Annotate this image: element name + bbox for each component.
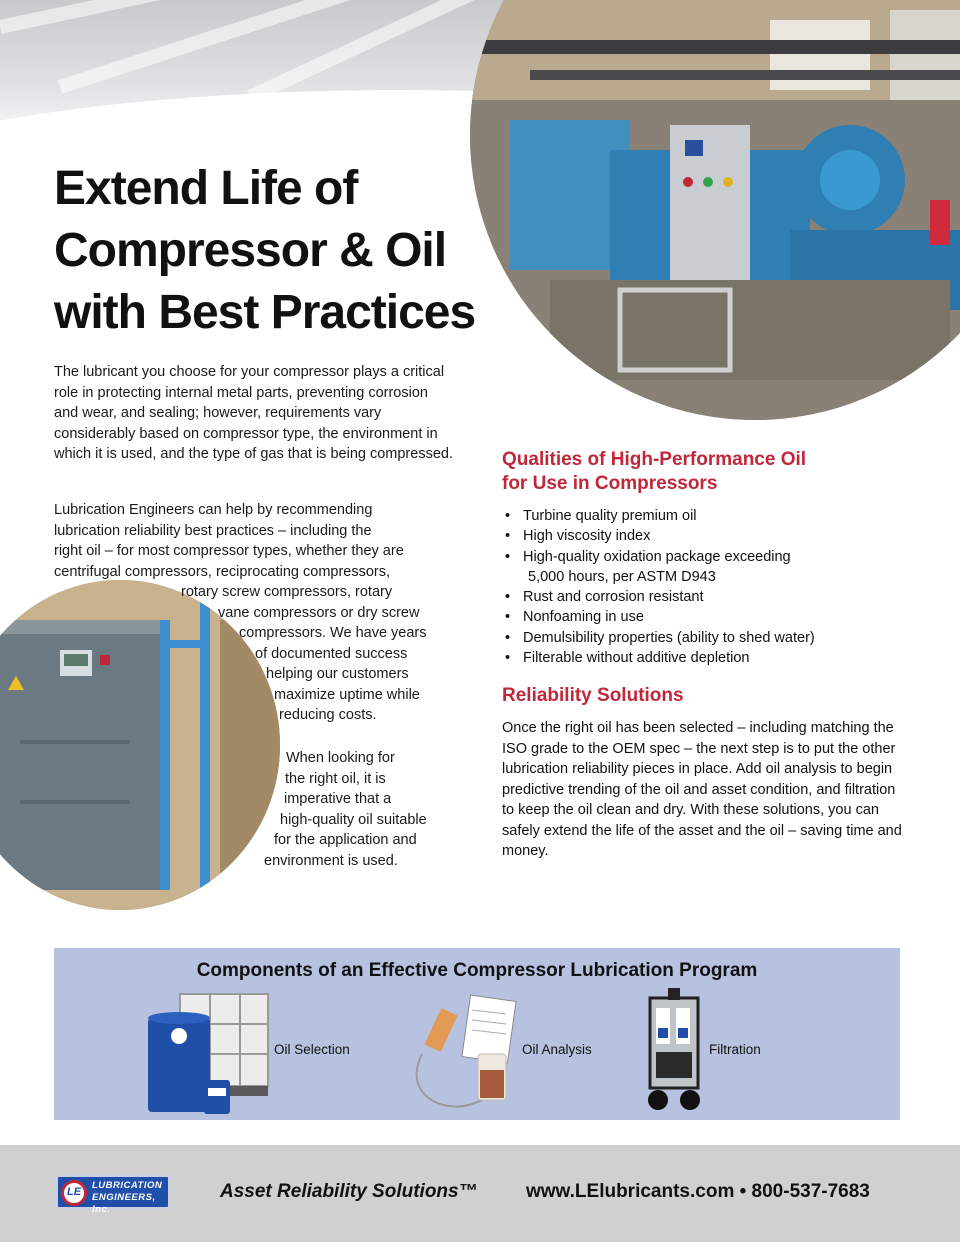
- right-column: [502, 448, 902, 862]
- list-item-text: Demulsibility properties (ability to shed water): [523, 629, 815, 646]
- list-item: [502, 587, 902, 607]
- tagline: Asset Reliability Solutions™: [220, 1181, 478, 1202]
- paragraph-line: for the application and: [274, 832, 417, 848]
- title-line: Compressor & Oil: [54, 224, 447, 277]
- paragraph-line: right oil – for most compressor types, whether they are: [54, 543, 404, 559]
- oil-analysis-kit-icon: [402, 994, 522, 1114]
- filtration-label: Filtration: [709, 1042, 761, 1057]
- list-item: [502, 526, 902, 546]
- heading-line: for Use in Compressors: [502, 473, 718, 494]
- recommendation-paragraph: [0, 500, 470, 726]
- filtration-cart-icon: [644, 988, 704, 1118]
- title-line: Extend Life of: [54, 162, 358, 215]
- logo-mark-icon: [61, 1180, 87, 1206]
- list-item: [502, 607, 902, 627]
- paragraph-line: Lubrication Engineers can help by recommending: [54, 502, 373, 518]
- footer: [0, 1145, 960, 1242]
- list-item-text: Turbine quality premium oil: [523, 508, 697, 524]
- heading-line: Qualities of High-Performance Oil: [502, 449, 807, 470]
- title-line: with Best Practices: [54, 286, 476, 339]
- paragraph-line: helping our customers: [266, 666, 409, 682]
- reliability-heading: Reliability Solutions: [502, 685, 684, 707]
- paragraph-line: reducing costs.: [279, 707, 377, 723]
- paragraph-line: vane compressors or dry screw: [218, 604, 420, 621]
- oil-selection-label: Oil Selection: [274, 1042, 350, 1057]
- paragraph-line: the right oil, it is: [285, 770, 386, 787]
- list-item-text: Filterable without additive depletion: [523, 650, 750, 667]
- list-item: [502, 648, 902, 668]
- list-item: [502, 506, 902, 526]
- paragraph-line: imperative that a: [284, 791, 392, 807]
- paragraph-line: high-quality oil suitable: [280, 811, 427, 828]
- list-item-text: High viscosity index: [523, 528, 651, 545]
- list-item-continuation: 5,000 hours, per ASTM D943: [528, 568, 716, 585]
- paragraph-line: maximize uptime while: [274, 686, 420, 703]
- list-item: [502, 628, 902, 648]
- list-item-text: Nonfoaming in use: [523, 609, 644, 626]
- selection-paragraph: [0, 748, 470, 871]
- paragraph-line: environment is used.: [264, 852, 398, 869]
- components-heading: Components of an Effective Compressor Lubrication Program: [196, 960, 758, 981]
- intro-paragraph: The lubricant you choose for your compressor plays a critical role in protecting internal metal parts, preventing corrosion and wear, and sealing; however, requirements vary considerably based on compressor type, the environment in which it is used, and the type of gas that is being compressed.: [54, 364, 453, 462]
- contact-info[interactable]: www.LElubricants.com • 800-537-7683: [526, 1181, 870, 1202]
- list-item: [502, 547, 902, 588]
- oil-analysis-label: Oil Analysis: [522, 1042, 592, 1057]
- logo-text: [92, 1180, 168, 1216]
- list-item-text: High-quality oxidation package exceeding: [523, 548, 791, 565]
- paragraph-line: When looking for: [286, 750, 395, 766]
- qualities-heading: [502, 448, 902, 496]
- paragraph-line: of documented success: [255, 645, 408, 662]
- paragraph-line: centrifugal compressors, reciprocating compressors,: [54, 563, 391, 580]
- qualities-list: [502, 506, 902, 668]
- reliability-paragraph: Once the right oil has been selected – including matching the ISO grade to the OEM spec – the next step is to put the other lubrication reliability pieces in place. Add oil analysis to begin predictive trending of the oil and asset condition, and filtration to keep the oil clean and dry. With these solutions, you can safely extend the life of the asset and the oil – saving time and money.: [502, 720, 902, 860]
- logo-line: ENGINEERS, Inc.: [92, 1192, 156, 1215]
- components-panel: [54, 948, 900, 1120]
- logo-line: LUBRICATION: [92, 1180, 163, 1191]
- paragraph-line: compressors. We have years: [239, 625, 427, 641]
- oil-drums-icon: [144, 990, 274, 1116]
- paragraph-line: lubrication reliability best practices – including the: [54, 522, 372, 539]
- logo-mark-text: LE: [66, 1186, 82, 1198]
- paragraph-line: rotary screw compressors, rotary: [181, 584, 393, 600]
- page-title: [54, 158, 494, 344]
- list-item-text: Rust and corrosion resistant: [523, 589, 704, 606]
- company-logo[interactable]: [56, 1175, 170, 1215]
